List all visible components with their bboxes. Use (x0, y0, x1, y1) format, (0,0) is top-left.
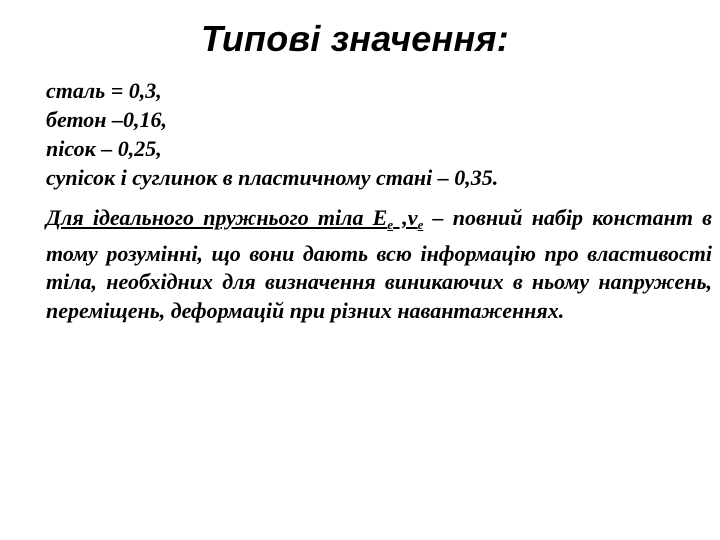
value-steel: сталь = 0,3, (46, 78, 162, 103)
value-sandy-loam: супісок і суглинок в пластичному стані – 0,35. (46, 165, 499, 190)
paragraph-lead: Для ідеального пружнього тіла E (46, 205, 388, 230)
paragraph-rest: – повний набір констант в тому розумінні, що вони дають всю інформацію про властивості тіла, необхідних для визначення виникаючих в ньому напружень, переміщень, деформацій при різних навантаженнях. (46, 205, 712, 323)
subscript-e-modulus: e (387, 217, 394, 232)
value-sand: пісок – 0,25, (46, 136, 162, 161)
slide-title: Типові значення: (201, 18, 509, 59)
slide-body (46, 76, 712, 347)
paragraph-nu: ,ν (393, 205, 418, 230)
subscript-e-poisson: e (417, 217, 424, 232)
value-concrete: бетон –0,16, (46, 107, 167, 132)
ideal-body-paragraph (46, 204, 712, 325)
